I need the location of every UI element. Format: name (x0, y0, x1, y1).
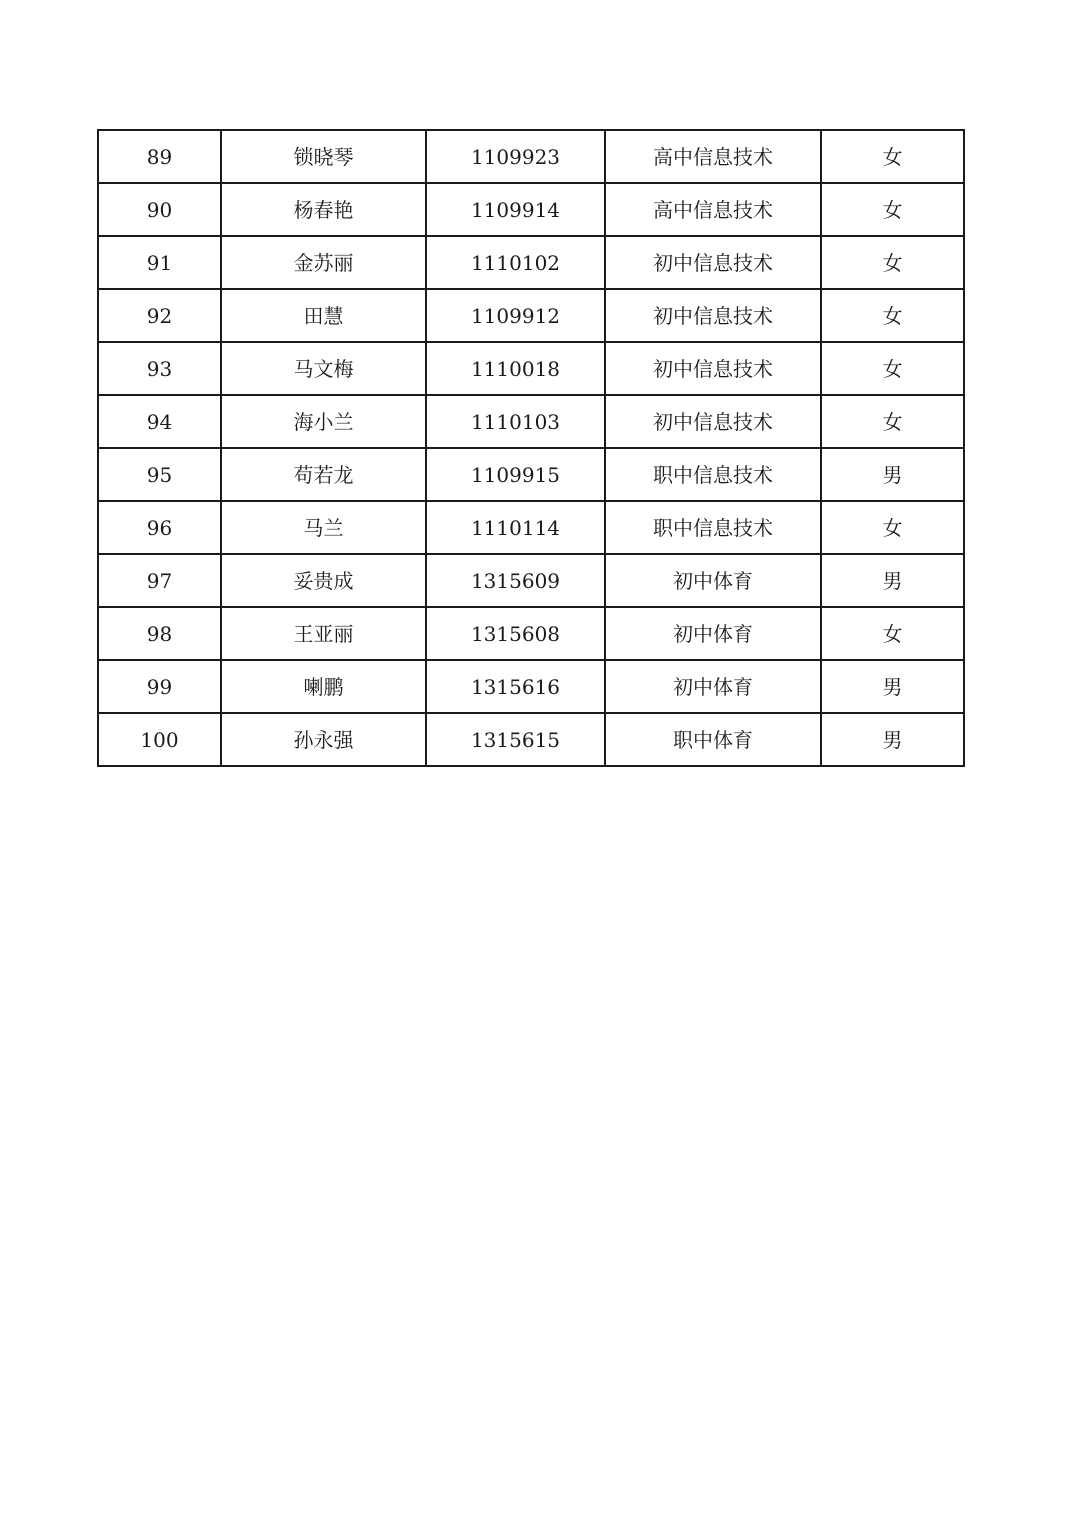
cell-id: 1110103 (426, 395, 605, 448)
cell-name: 金苏丽 (221, 236, 426, 289)
cell-number: 93 (98, 342, 221, 395)
cell-id: 1315608 (426, 607, 605, 660)
roster-table-body (98, 130, 964, 766)
cell-gender: 女 (821, 395, 964, 448)
table-row (98, 342, 964, 395)
cell-name: 杨春艳 (221, 183, 426, 236)
cell-gender: 女 (821, 183, 964, 236)
cell-name: 马兰 (221, 501, 426, 554)
cell-subject: 初中体育 (605, 660, 821, 713)
cell-name: 妥贵成 (221, 554, 426, 607)
table-row (98, 183, 964, 236)
cell-name: 喇鹏 (221, 660, 426, 713)
cell-subject: 初中信息技术 (605, 236, 821, 289)
cell-id: 1109914 (426, 183, 605, 236)
cell-id: 1315609 (426, 554, 605, 607)
cell-gender: 女 (821, 607, 964, 660)
cell-gender: 女 (821, 130, 964, 183)
table-row (98, 395, 964, 448)
cell-subject: 职中体育 (605, 713, 821, 766)
roster-table (97, 129, 965, 767)
cell-number: 94 (98, 395, 221, 448)
cell-subject: 初中体育 (605, 554, 821, 607)
cell-name: 马文梅 (221, 342, 426, 395)
cell-id: 1315616 (426, 660, 605, 713)
table-row (98, 501, 964, 554)
cell-number: 95 (98, 448, 221, 501)
cell-id: 1315615 (426, 713, 605, 766)
cell-number: 92 (98, 289, 221, 342)
table-row (98, 660, 964, 713)
cell-gender: 男 (821, 660, 964, 713)
cell-gender: 男 (821, 554, 964, 607)
cell-number: 100 (98, 713, 221, 766)
cell-number: 97 (98, 554, 221, 607)
cell-subject: 初中体育 (605, 607, 821, 660)
cell-gender: 男 (821, 448, 964, 501)
table-row (98, 130, 964, 183)
table-row (98, 448, 964, 501)
cell-id: 1110018 (426, 342, 605, 395)
cell-subject: 高中信息技术 (605, 183, 821, 236)
cell-name: 锁晓琴 (221, 130, 426, 183)
cell-number: 99 (98, 660, 221, 713)
cell-gender: 女 (821, 501, 964, 554)
cell-number: 96 (98, 501, 221, 554)
cell-subject: 初中信息技术 (605, 289, 821, 342)
table-row (98, 236, 964, 289)
cell-subject: 高中信息技术 (605, 130, 821, 183)
cell-name: 王亚丽 (221, 607, 426, 660)
cell-gender: 男 (821, 713, 964, 766)
cell-subject: 初中信息技术 (605, 342, 821, 395)
cell-name: 孙永强 (221, 713, 426, 766)
cell-number: 98 (98, 607, 221, 660)
cell-number: 90 (98, 183, 221, 236)
cell-id: 1109923 (426, 130, 605, 183)
cell-gender: 女 (821, 289, 964, 342)
cell-name: 海小兰 (221, 395, 426, 448)
cell-gender: 女 (821, 236, 964, 289)
cell-number: 89 (98, 130, 221, 183)
cell-id: 1109912 (426, 289, 605, 342)
cell-gender: 女 (821, 342, 964, 395)
cell-id: 1110102 (426, 236, 605, 289)
table-row (98, 607, 964, 660)
cell-id: 1109915 (426, 448, 605, 501)
cell-id: 1110114 (426, 501, 605, 554)
cell-subject: 职中信息技术 (605, 448, 821, 501)
cell-subject: 初中信息技术 (605, 395, 821, 448)
table-row (98, 713, 964, 766)
cell-number: 91 (98, 236, 221, 289)
cell-name: 苟若龙 (221, 448, 426, 501)
table-row (98, 289, 964, 342)
cell-name: 田慧 (221, 289, 426, 342)
cell-subject: 职中信息技术 (605, 501, 821, 554)
table-row (98, 554, 964, 607)
